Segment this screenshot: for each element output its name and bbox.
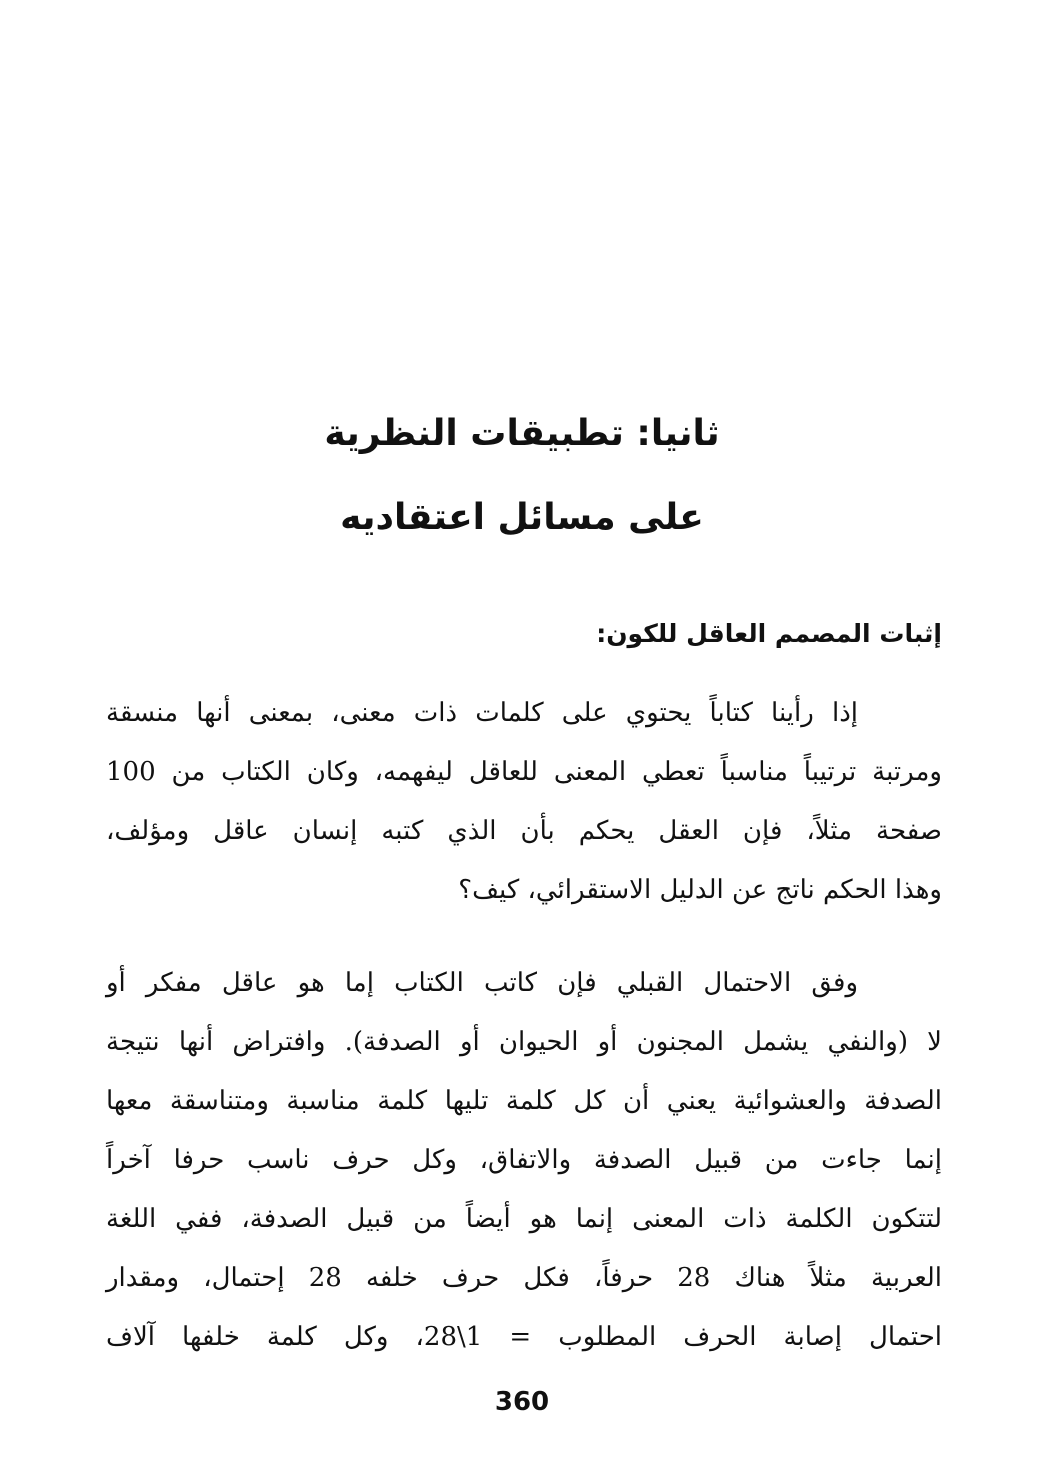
paragraph-2-line-2: لا (والنفي يشمل المجنون أو الحيوان أو الصدفة). وافتراض أنها نتيجة	[106, 1027, 942, 1057]
paragraph-2-line-4: إنما جاءت من قبيل الصدفة والاتفاق، وكل حرف ناسب حرفا آخراً	[106, 1145, 942, 1175]
paragraph-2	[106, 954, 942, 1374]
paragraph-1-line-1: إذا رأينا كتاباً يحتوي على كلمات ذات معنى، بمعنى أنها منسقة	[106, 698, 858, 728]
page-number: 360	[494, 1387, 550, 1417]
paragraph-2-line-1: وفق الاحتمال القبلي فإن كاتب الكتاب إما هو عاقل مفكر أو	[106, 968, 858, 998]
paragraph-1-line-4: وهذا الحكم ناتج عن الدليل الاستقرائي، كيف؟	[458, 875, 942, 905]
paragraph-1-line-3: صفحة مثلاً، فإن العقل يحكم بأن الذي كتبه إنسان عاقل ومؤلف،	[106, 816, 942, 846]
paragraph-2-line-7: احتمال إصابة الحرف المطلوب = 1\28، وكل كلمة خلفها آلاف	[106, 1322, 942, 1352]
paragraph-2-line-6: العربية مثلاً هناك 28 حرفاً، فكل حرف خلفه 28 إحتمال، ومقدار	[106, 1263, 943, 1293]
chapter-title-line-1: ثانيا: تطبيقات النظرية	[324, 413, 720, 454]
section-heading: إثبات المصمم العاقل للكون:	[596, 619, 942, 648]
paragraph-2-line-3: الصدفة والعشوائية يعني أن كل كلمة تليها كلمة مناسبة ومتناسقة معها	[106, 1086, 942, 1116]
paragraph-2-line-5: لتتكون الكلمة ذات المعنى إنما هو أيضاً من قبيل الصدفة، ففي اللغة	[106, 1204, 942, 1234]
paragraph-1	[106, 684, 942, 920]
paragraph-1-line-2: ومرتبة ترتيباً مناسباً تعطي المعنى للعاقل ليفهمه، وكان الكتاب من 100	[106, 757, 942, 787]
chapter-title-line-2: على مسائل اعتقاديه	[340, 497, 704, 538]
